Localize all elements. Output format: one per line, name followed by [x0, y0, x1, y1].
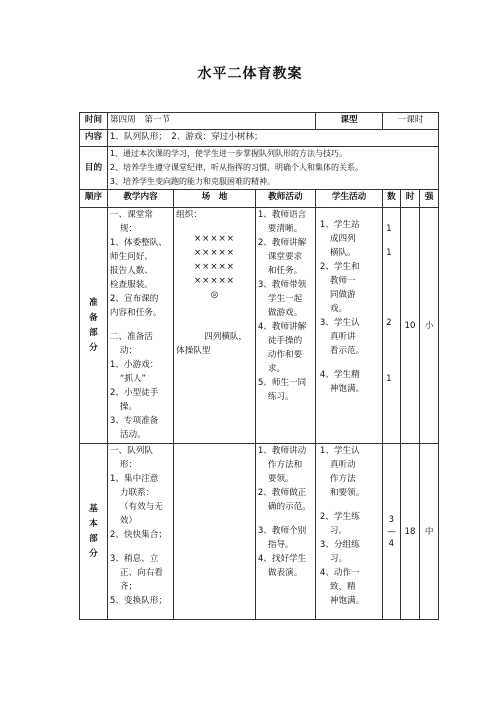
prep-time: 10	[400, 208, 420, 444]
basic-content-line: 力联系：	[119, 488, 155, 498]
formation-row: ×××××	[193, 248, 235, 258]
student-activity-line: 致，精	[329, 582, 356, 592]
basic-content	[107, 444, 173, 620]
student-activity-line: 神饱满。	[329, 596, 365, 606]
count-value: 1	[386, 374, 392, 384]
count-value: 1	[386, 224, 392, 234]
teacher-activity-line: 4、找好学生	[257, 554, 307, 564]
prep-content-line: 活动。	[119, 430, 146, 440]
teacher-activity-line: 做表演。	[267, 568, 303, 578]
teacher-activity-line: 3、教师个别	[257, 526, 307, 536]
student-activity-line: 看示范。	[329, 346, 365, 356]
student-activity-line: 同做游	[329, 290, 356, 300]
prep-content-line: “抓人”	[119, 374, 147, 384]
prep-content-line: 内容和任务。	[109, 308, 162, 318]
prep-content-line: 报告人数、	[109, 266, 153, 276]
venue-text: 四列横队，	[204, 332, 248, 342]
prep-content-line: 3、专项准备	[109, 416, 159, 426]
lesson-type-label: 课型	[315, 113, 382, 130]
student-activity-line: 习。	[329, 554, 348, 564]
basic-time: 18	[400, 444, 420, 620]
prep-content-line: 师生问好、	[109, 252, 153, 262]
header-teacher-activity: 教师活动	[255, 190, 315, 208]
header-intensity: 强	[420, 190, 439, 208]
basic-intensity: 中	[420, 444, 439, 620]
teacher-activity-line: 徒手操的	[267, 336, 303, 346]
prep-label-text: 准备部分	[89, 297, 98, 353]
page-title: 水平二体育教案	[197, 66, 303, 82]
basic-content-line: 一、队列队	[109, 446, 153, 456]
teacher-activity-line: 课堂要求	[267, 252, 303, 262]
content-value: 1、队列队形； 2、游戏：穿过小树林；	[107, 130, 438, 147]
time-label: 时间	[80, 113, 108, 130]
prep-label	[80, 208, 108, 444]
basic-content-line: 5、变换队形；	[109, 596, 167, 606]
spacer	[386, 274, 400, 288]
student-activity-line: 2、学生练	[319, 512, 360, 522]
student-activity-line: 习。	[329, 526, 348, 536]
teacher-activity-line: 做游戏。	[267, 308, 303, 318]
spacer	[110, 320, 171, 330]
teacher-activity-line: 要领。	[267, 474, 294, 484]
count-value: 1	[386, 248, 392, 258]
header-venue: 场 地	[174, 190, 256, 208]
student-activity-line: 4、动作一	[319, 568, 360, 578]
basic-content-line: 2、快快集合；	[109, 530, 167, 540]
lesson-plan-table	[79, 112, 439, 620]
prep-content-line: 1、体委整队、	[109, 238, 167, 248]
basic-content-line: 正、向右看	[119, 568, 163, 578]
time-row	[80, 113, 439, 130]
student-activity-line: 和要领。	[329, 488, 365, 498]
teacher-activity-line: 作方法和	[267, 460, 303, 470]
goal-label: 目的	[80, 147, 108, 190]
teacher-activity-line: 2、教师做正	[257, 488, 307, 498]
student-activity-line: 真听讲	[329, 332, 356, 342]
student-activity-line: 4、学生精	[319, 370, 360, 380]
student-activity-line: 2、学生和	[319, 262, 360, 272]
student-activity-line: 神饱满。	[329, 384, 365, 394]
spacer	[176, 316, 253, 330]
formation-row: ×××××	[193, 262, 235, 272]
student-activity-line: 3、学生认	[319, 318, 360, 328]
spacer	[386, 302, 400, 316]
basic-content-line: 效）	[119, 516, 138, 526]
prep-content-line: 1、小游戏：	[109, 360, 159, 370]
basic-section-row	[80, 444, 439, 620]
prep-content-line: 2、宣布课的	[109, 294, 159, 304]
teacher-activity-line: 5、师生一同	[257, 378, 307, 388]
column-header-row	[80, 190, 439, 208]
teacher-activity-line: 练习。	[267, 392, 294, 402]
student-activity-line: 成四列	[329, 234, 356, 244]
prep-content-line: 2、小型徒手	[109, 388, 159, 398]
student-activity-line: 横队。	[329, 248, 356, 258]
teacher-position-icon: ◎	[210, 290, 219, 300]
time-value: 第四周 第一节	[107, 113, 315, 130]
prep-content-line: 检查服装。	[109, 280, 153, 290]
teacher-activity-line: 求。	[267, 364, 286, 374]
basic-student-activity	[315, 444, 382, 620]
spacer	[386, 260, 400, 274]
student-activity-line: 1、学生站	[319, 220, 360, 230]
header-time: 时	[400, 190, 420, 208]
header-student-activity: 学生活动	[315, 190, 382, 208]
basic-content-line: 齐；	[119, 582, 138, 592]
goals-list	[107, 147, 438, 190]
prep-content-line: 动：	[119, 346, 138, 356]
teacher-activity-line: 学生一起	[267, 294, 303, 304]
spacer	[320, 358, 380, 368]
prep-student-activity	[315, 208, 382, 444]
spacer	[386, 208, 400, 222]
spacer	[176, 222, 253, 232]
spacer	[258, 514, 313, 524]
prep-content-line: 操。	[119, 402, 138, 412]
spacer	[386, 344, 400, 358]
prep-content	[107, 208, 173, 444]
teacher-activity-line: 2、教师讲解	[257, 238, 307, 248]
teacher-activity-line: 3、教师带领	[257, 280, 307, 290]
teacher-activity-line: 指导。	[267, 540, 294, 550]
goals-row	[80, 147, 439, 190]
teacher-activity-line: 确的示范。	[267, 502, 311, 512]
student-activity-line: 1、学生认	[319, 446, 360, 456]
venue-organization-label: 组织：	[176, 210, 202, 220]
header-count: 数	[383, 190, 401, 208]
goal-item: 2、培养学生遵守课堂纪律，听从指挥的习惯，明确个人和集体的关系。	[109, 163, 364, 172]
basic-content-line: （有效与无	[119, 502, 163, 512]
basic-content-line: 3、稍息、立	[109, 554, 159, 564]
student-activity-line: 3、分组练	[319, 540, 360, 550]
spacer	[386, 358, 400, 372]
teacher-activity-line: 1、教师讲动	[257, 446, 307, 456]
teacher-activity-line: 4、教师讲解	[257, 322, 307, 332]
spacer	[320, 500, 380, 510]
spacer	[176, 302, 253, 316]
spacer	[386, 236, 400, 246]
formation-row: ×××××	[193, 276, 235, 286]
basic-venue	[174, 444, 256, 620]
basic-count-text: 3—4	[387, 514, 396, 549]
teacher-activity-line: 动作和要	[267, 350, 303, 360]
header-teaching-content: 教学内容	[107, 190, 173, 208]
basic-label	[80, 444, 108, 620]
basic-content-line: 1、集中注意	[109, 474, 159, 484]
spacer	[110, 542, 171, 552]
spacer	[386, 288, 400, 302]
prep-counts	[383, 208, 401, 444]
teacher-activity-line: 和任务。	[267, 266, 303, 276]
content-row	[80, 130, 439, 147]
content-label: 内容	[80, 130, 108, 147]
student-activity-line: 教师一	[329, 276, 356, 286]
prep-content-line: 一、课堂常	[109, 210, 153, 220]
prep-intensity: 小	[420, 208, 439, 444]
basic-teacher-activity	[255, 444, 315, 620]
student-activity-line: 真听动	[329, 460, 356, 470]
spacer	[386, 330, 400, 344]
spacer	[320, 208, 380, 218]
prep-section-row	[80, 208, 439, 444]
teacher-activity-line: 要清晰。	[267, 224, 303, 234]
student-activity-line: 作方法	[329, 474, 356, 484]
count-value: 2	[386, 318, 392, 328]
basic-count	[383, 444, 401, 620]
header-order: 顺序	[80, 190, 108, 208]
student-activity-line: 戏。	[329, 304, 348, 314]
prep-content-line: 二、准备活	[109, 332, 153, 342]
prep-teacher-activity	[255, 208, 315, 444]
lesson-type-value: 一课时	[383, 113, 439, 130]
goal-item: 1、通过本次课的学习，使学生进一步掌握队列队形的方法与技巧。	[109, 149, 348, 158]
goal-item: 3、培养学生变向跑的能力和克服困难的精神。	[109, 177, 276, 186]
basic-content-line: 形：	[119, 460, 138, 470]
venue-text: 体操队型	[176, 346, 211, 356]
prep-content-line: 规：	[119, 224, 138, 234]
basic-label-text: 基本部分	[89, 503, 98, 559]
prep-venue	[174, 208, 256, 444]
formation-row: ×××××	[193, 234, 235, 244]
teacher-activity-line: 1、教师语言	[257, 210, 307, 220]
